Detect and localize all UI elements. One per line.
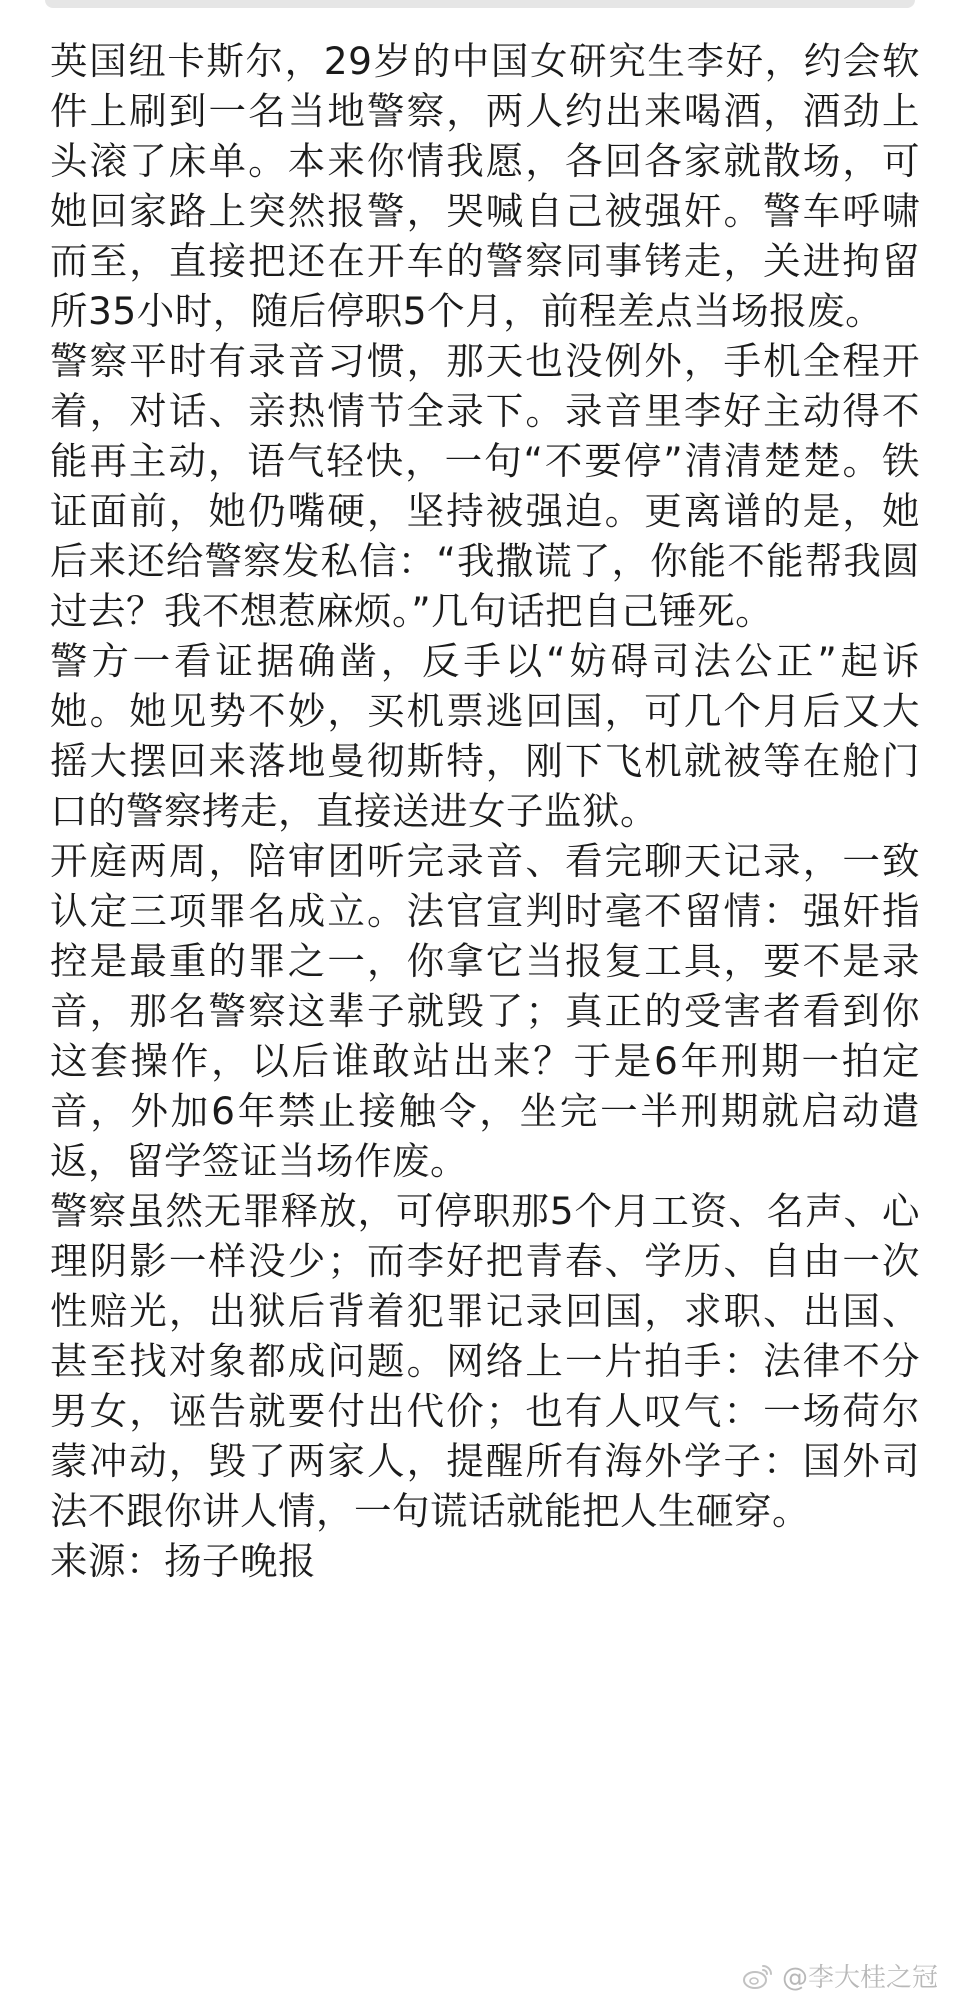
article-body xyxy=(50,36,920,1586)
paragraph-4: 开庭两周，陪审团听完录音、看完聊天记录，一致认定三项罪名成立。法官宣判时毫不留情：强奸指控是最重的罪之一，你拿它当报复工具，要不是录音，那名警察这辈子就毁了；真正的受害者看到你这套操作，以后谁敢站出来？于是6年刑期一拍定音，外加6年禁止接触令，坐完一半刑期就启动遣返，留学签证当场作废。 xyxy=(50,839,920,1183)
paragraph-1: 英国纽卡斯尔，29岁的中国女研究生李好，约会软件上刷到一名当地警察，两人约出来喝酒，酒劲上头滚了床单。本来你情我愿，各回各家就散场，可她回家路上突然报警，哭喊自己被强奸。警车呼啸而至，直接把还在开车的警察同事铐走，关进拘留所35小时，随后停职5个月，前程差点当场报废。 xyxy=(50,39,920,333)
top-card-edge xyxy=(45,0,915,8)
source-line: 来源：扬子晚报 xyxy=(50,1539,316,1583)
watermark-text: @李大桂之冠 xyxy=(781,1963,938,1993)
watermark xyxy=(742,1957,938,1994)
paragraph-2: 警察平时有录音习惯，那天也没例外，手机全程开着，对话、亲热情节全录下。录音里李好主动得不能再主动，语气轻快，一句“不要停”清清楚楚。铁证面前，她仍嘴硬，坚持被强迫。更离谱的是，她后来还给警察发私信：“我撒谎了，你能不能帮我圆过去？我不想惹麻烦。”几句话把自己锤死。 xyxy=(50,339,920,633)
paragraph-3: 警方一看证据确凿，反手以“妨碍司法公正”起诉她。她见势不妙，买机票逃回国，可几个月后又大摇大摆回来落地曼彻斯特，刚下飞机就被等在舱门口的警察拷走，直接送进女子监狱。 xyxy=(50,639,920,833)
paragraph-5: 警察虽然无罪释放，可停职那5个月工资、名声、心理阴影一样没少；而李好把青春、学历、自由一次性赔光，出狱后背着犯罪记录回国，求职、出国、甚至找对象都成问题。网络上一片拍手：法律不分男女，诬告就要付出代价；也有人叹气：一场荷尔蒙冲动，毁了两家人，提醒所有海外学子：国外司法不跟你讲人情，一句谎话就能把人生砸穿。 xyxy=(50,1189,920,1533)
weibo-logo-icon xyxy=(742,1962,774,1990)
